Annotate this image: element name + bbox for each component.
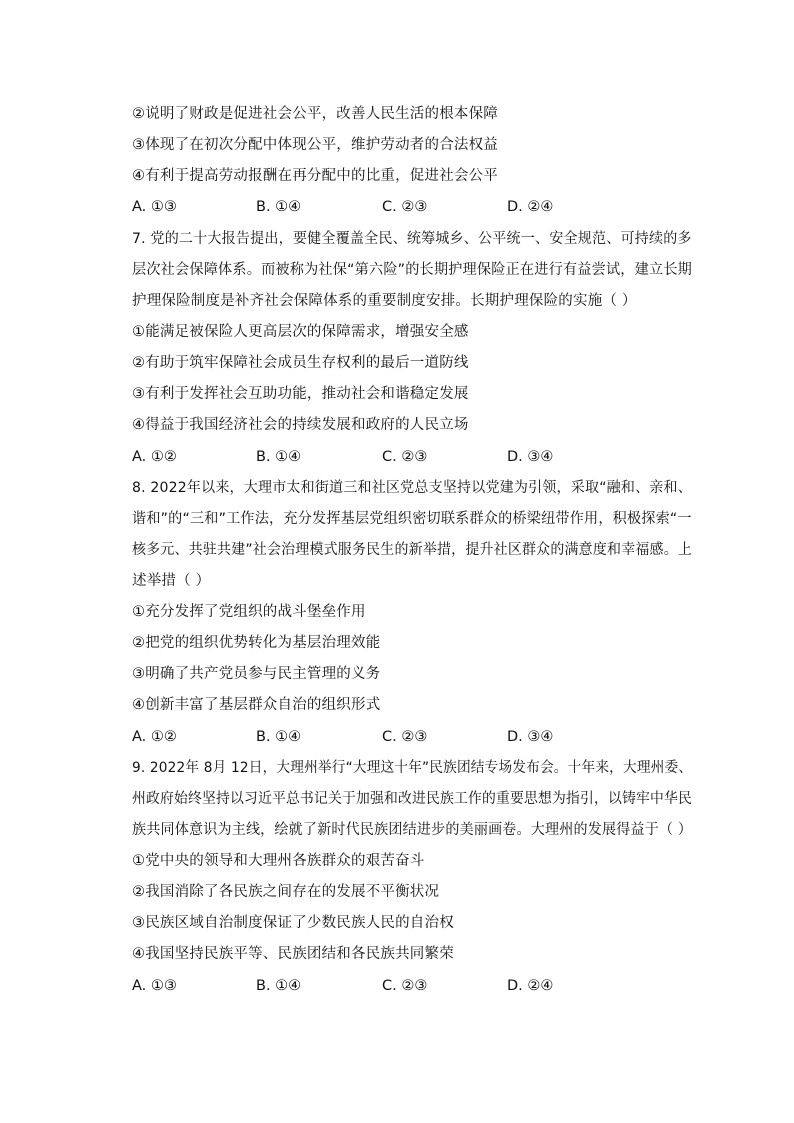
option-a: A. ①③: [132, 199, 177, 215]
q7-statement-2: ②有助于筑牢保障社会成员生存权利的最后一道防线: [132, 355, 469, 371]
statement-4: ④有利于提高劳动报酬在再分配中的比重，促进社会公平: [132, 168, 498, 184]
option-c: C. ②③: [382, 729, 428, 745]
option-a: A. ①②: [132, 729, 177, 745]
option-a: A. ①②: [132, 449, 177, 465]
option-d: D. ②④: [507, 978, 554, 994]
option-a: A. ①③: [132, 978, 177, 994]
q8-statement-2: ②把党的组织优势转化为基层治理效能: [132, 635, 381, 651]
q8-stem-line: 8. 2022年以来，大理市太和街道三和社区党总支坚持以党建为引领，采取“融和、亲和、: [132, 480, 692, 496]
option-c: C. ②③: [382, 978, 428, 994]
option-b: B. ①④: [256, 199, 302, 215]
q9-answer-options: [132, 976, 692, 996]
q8-stem-line: 述举措（ ）: [132, 573, 211, 589]
q8-statement-1: ①充分发挥了党组织的战斗堡垒作用: [132, 604, 366, 620]
q7-statement-3: ③有利于发挥社会互助功能，推动社会和谐稳定发展: [132, 386, 469, 402]
q8-stem-line: 谐和”的“三和”工作法，充分发挥基层党组织密切联系群众的桥梁纽带作用，积极探索“一: [132, 511, 692, 527]
option-d: D. ③④: [507, 449, 554, 465]
q9-stem-line: 族共同体意识为主线，绘就了新时代民族团结进步的美丽画卷。大理州的发展得益于（ ）: [132, 822, 693, 838]
q8-statement-3: ③明确了共产党员参与民主管理的义务: [132, 666, 381, 682]
q9-stem-line: 9. 2022年 8月 12日，大理州举行“大理这十年”民族团结专场发布会。十年来，大理州委、: [132, 760, 693, 776]
q7-statement-1: ①能满足被保险人更高层次的保障需求，增强安全感: [132, 324, 469, 340]
option-b: B. ①④: [256, 729, 302, 745]
statement-2: ②说明了财政是促进社会公平，改善人民生活的根本保障: [132, 106, 498, 122]
option-b: B. ①④: [256, 449, 302, 465]
q9-statement-1: ①党中央的领导和大理州各族群众的艰苦奋斗: [132, 853, 425, 869]
q7-answer-options: [132, 447, 692, 467]
answer-options: [132, 197, 692, 217]
q7-stem-line: 7. 党的二十大报告提出，要健全覆盖全民、统筹城乡、公平统一、安全规范、可持续的多: [132, 231, 692, 247]
q7-stem-line: 护理保险制度是补齐社会保障体系的重要制度安排。长期护理保险的实施（ ）: [132, 293, 637, 309]
option-d: D. ③④: [507, 729, 554, 745]
q7-stem-line: 层次社会保障体系。而被称为社保“第六险”的长期护理保险正在进行有益尝试，建立长期: [132, 262, 693, 278]
q8-stem-line: 核多元、共驻共建”社会治理模式服务民生的新举措，提升社区群众的满意度和幸福感。上: [132, 542, 693, 558]
q7-statement-4: ④得益于我国经济社会的持续发展和政府的人民立场: [132, 417, 469, 433]
q9-stem-line: 州政府始终坚持以习近平总书记关于加强和改进民族工作的重要思想为指引，以铸牢中华民: [132, 791, 693, 807]
q9-statement-3: ③民族区域自治制度保证了少数民族人民的自治权: [132, 915, 454, 931]
q9-statement-2: ②我国消除了各民族之间存在的发展不平衡状况: [132, 884, 440, 900]
option-d: D. ②④: [507, 199, 554, 215]
option-c: C. ②③: [382, 199, 428, 215]
option-c: C. ②③: [382, 449, 428, 465]
q9-statement-4: ④我国坚持民族平等、民族团结和各民族共同繁荣: [132, 946, 454, 962]
statement-3: ③体现了在初次分配中体现公平，维护劳动者的合法权益: [132, 137, 498, 153]
q8-answer-options: [132, 727, 692, 747]
q8-statement-4: ④创新丰富了基层群众自治的组织形式: [132, 697, 381, 713]
option-b: B. ①④: [256, 978, 302, 994]
